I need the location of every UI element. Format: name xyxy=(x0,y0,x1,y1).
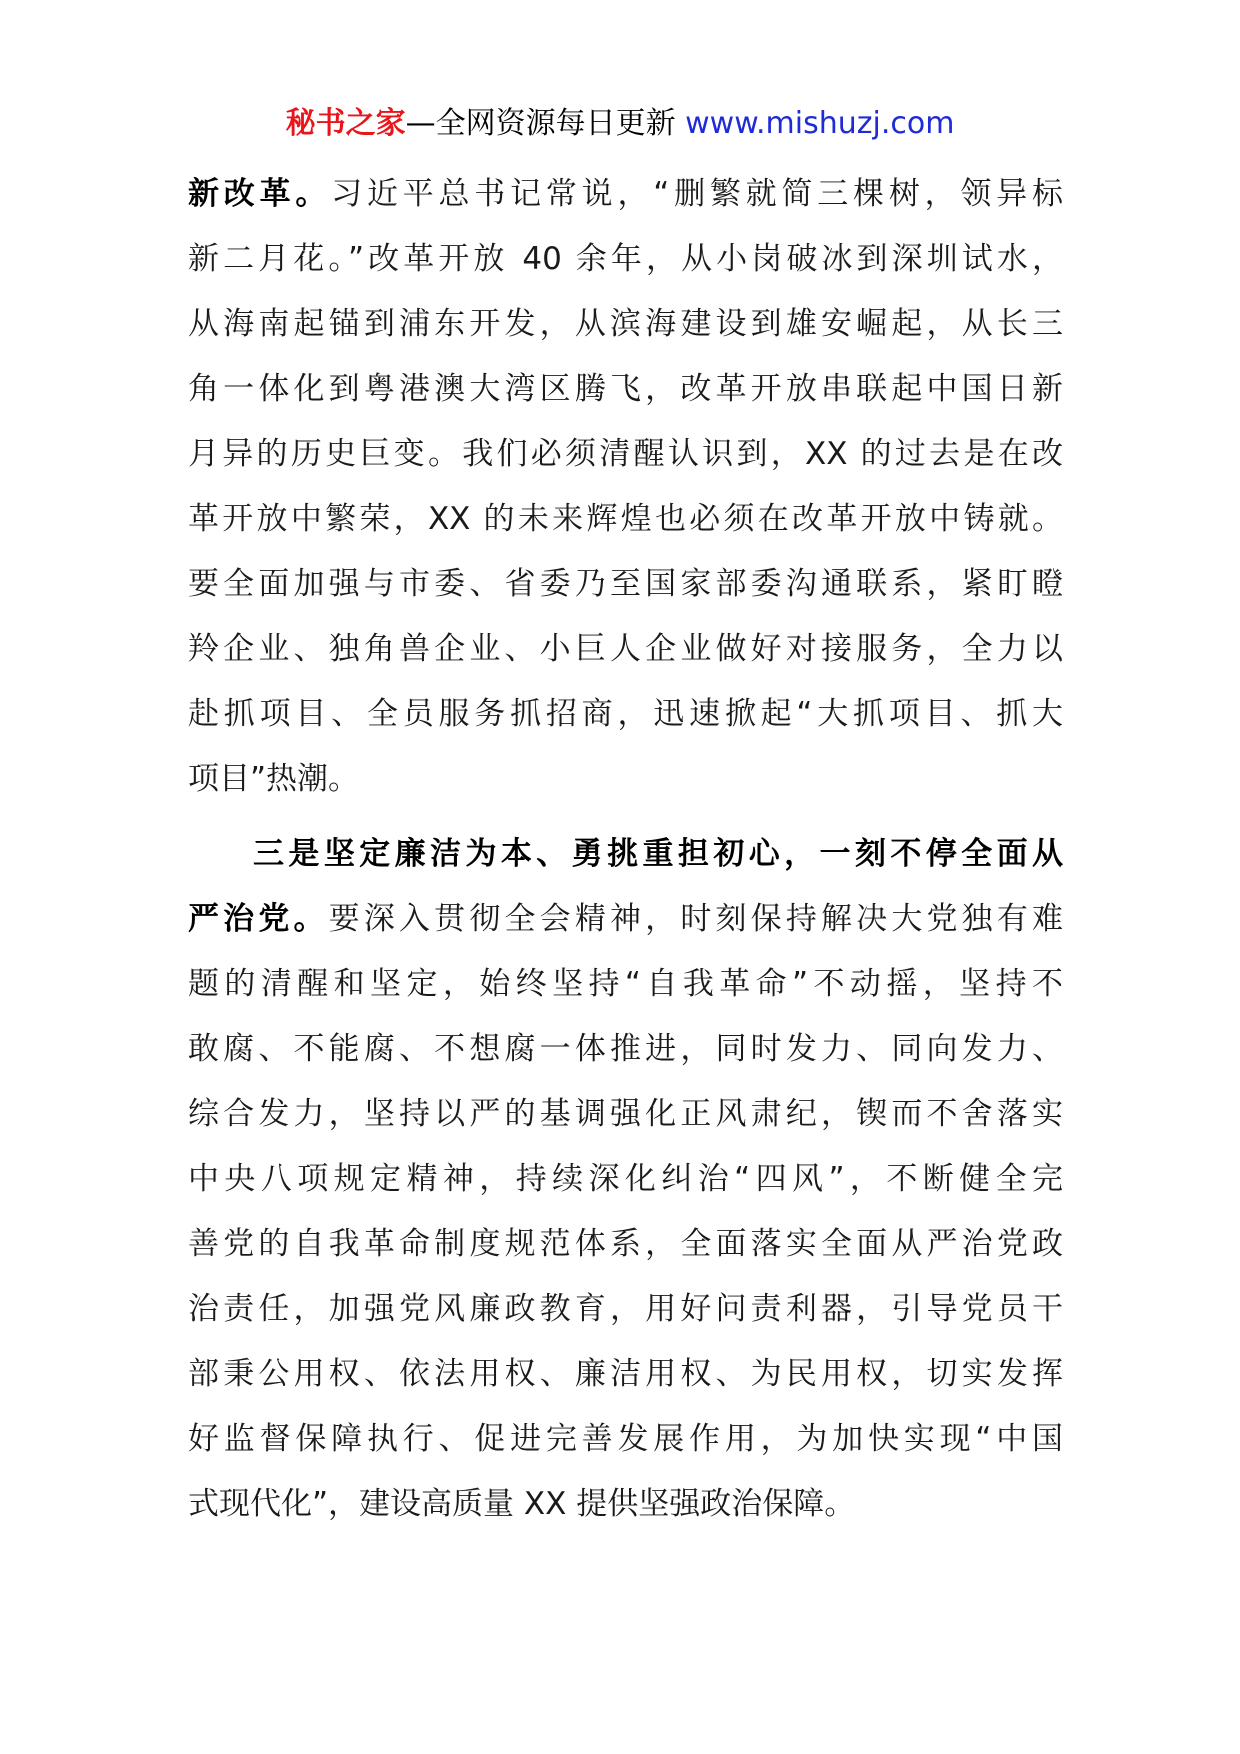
bold-heading: 新改革。 xyxy=(188,176,332,212)
line-text: 部秉公用权、依法用权、廉洁用权、为民用权，切实发挥 xyxy=(188,1356,1063,1392)
paragraph-spacing xyxy=(188,812,1063,822)
page-header xyxy=(0,104,1240,144)
text-line xyxy=(188,1342,1063,1407)
text-line xyxy=(188,822,1063,887)
text-line xyxy=(188,1147,1063,1212)
paragraph-2 xyxy=(188,822,1063,1537)
line-text: 从海南起锚到浦东开发，从滨海建设到雄安崛起，从长三 xyxy=(188,306,1063,342)
text-line xyxy=(188,617,1063,682)
text-line xyxy=(188,162,1063,227)
text-line xyxy=(188,952,1063,1017)
line-text: 羚企业、独角兽企业、小巨人企业做好对接服务，全力以 xyxy=(188,631,1063,667)
bold-heading: 严治党。 xyxy=(188,901,329,937)
line-text: 治责任，加强党风廉政教育，用好问责利器，引导党员干 xyxy=(188,1291,1063,1327)
text-line xyxy=(188,1017,1063,1082)
line-text: 角一体化到粤港澳大湾区腾飞，改革开放串联起中国日新 xyxy=(188,371,1063,407)
line-text: 习近平总书记常说，“删繁就简三棵树，领异标 xyxy=(331,176,1063,212)
line-text: 要全面加强与市委、省委乃至国家部委沟通联系，紧盯瞪 xyxy=(188,566,1063,602)
line-text: 好监督保障执行、促进完善发展作用，为加快实现“中国 xyxy=(188,1421,1063,1457)
text-line xyxy=(188,1472,1063,1537)
text-line xyxy=(188,487,1063,552)
line-text: 敢腐、不能腐、不想腐一体推进，同时发力、同向发力、 xyxy=(188,1031,1063,1067)
paragraph-1 xyxy=(188,162,1063,812)
header-slogan: —全网资源每日更新 xyxy=(405,106,686,141)
text-line xyxy=(188,1277,1063,1342)
line-text: 新二月花。”改革开放 40 余年，从小岗破冰到深圳试水， xyxy=(188,241,1063,277)
text-line xyxy=(188,1407,1063,1472)
bold-heading: 三是坚定廉洁为本、勇挑重担初心，一刻不停全面从 xyxy=(253,836,1063,872)
text-line xyxy=(188,682,1063,747)
brand-name: 秘书之家 xyxy=(285,106,406,141)
line-text: 要深入贯彻全会精神，时刻保持解决大党独有难 xyxy=(328,901,1064,937)
text-line xyxy=(188,552,1063,617)
line-text: 赴抓项目、全员服务抓招商，迅速掀起“大抓项目、抓大 xyxy=(188,696,1063,732)
line-text: 善党的自我革命制度规范体系，全面落实全面从严治党政 xyxy=(188,1226,1063,1262)
line-text: 式现代化”，建设高质量 XX 提供坚强政治保障。 xyxy=(188,1486,856,1522)
text-line xyxy=(188,422,1063,487)
text-line xyxy=(188,292,1063,357)
line-text: 题的清醒和坚定，始终坚持“自我革命”不动摇，坚持不 xyxy=(188,966,1063,1002)
text-line xyxy=(188,1082,1063,1147)
line-text: 革开放中繁荣，XX 的未来辉煌也必须在改革开放中铸就。 xyxy=(188,501,1063,537)
text-line xyxy=(188,357,1063,422)
website-link[interactable]: www.mishuzj.com xyxy=(685,106,955,141)
line-text: 项目”热潮。 xyxy=(188,761,360,797)
text-line xyxy=(188,1212,1063,1277)
text-line xyxy=(188,227,1063,292)
line-text: 综合发力，坚持以严的基调强化正风肃纪，锲而不舍落实 xyxy=(188,1096,1063,1132)
line-text: 中央八项规定精神，持续深化纠治“四风”，不断健全完 xyxy=(188,1161,1063,1197)
document-body xyxy=(188,162,1063,1537)
line-text: 月异的历史巨变。我们必须清醒认识到，XX 的过去是在改 xyxy=(188,436,1063,472)
text-line xyxy=(188,747,1063,812)
text-line xyxy=(188,887,1063,952)
